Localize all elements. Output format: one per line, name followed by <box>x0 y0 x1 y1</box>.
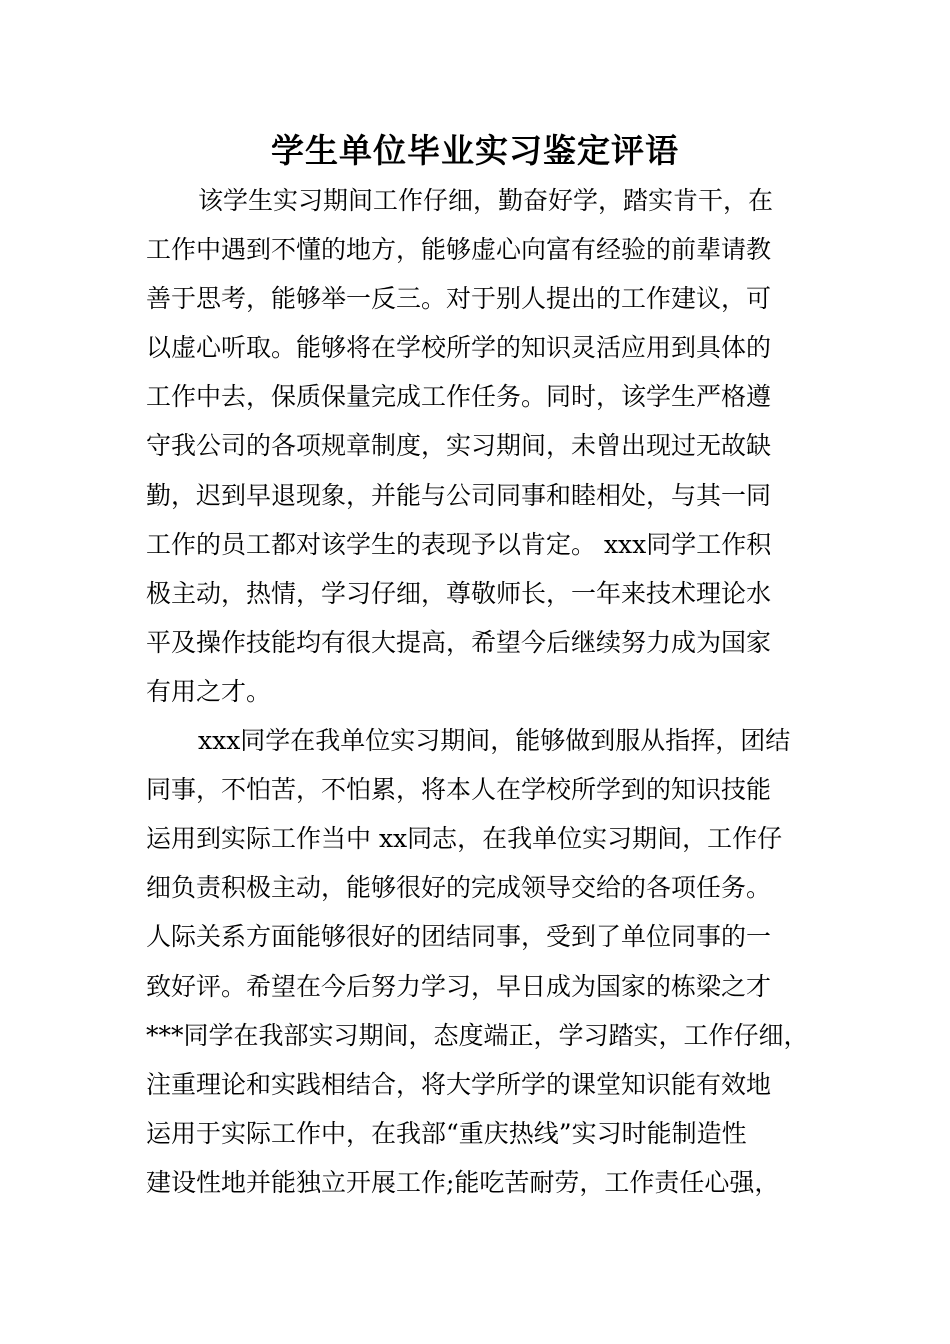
body-line: 注重理论和实践相结合，将大学所学的课堂知识能有效地 <box>146 1069 772 1099</box>
body-line: 极主动，热情，学习仔细，尊敬师长，一年来技术理论水 <box>146 578 772 608</box>
body-line: 运用于实际工作中，在我部“重庆热线”实习时能制造性 <box>146 1118 747 1148</box>
body-line: 善于思考，能够举一反三。对于别人提出的工作建议，可 <box>146 284 772 314</box>
body-line: 守我公司的各项规章制度，实习期间，未曾出现过无故缺 <box>146 431 772 461</box>
body-line: 建设性地并能独立开展工作;能吃苦耐劳，工作责任心强， <box>146 1167 780 1197</box>
body-line: 细负责积极主动，能够很好的完成领导交给的各项任务。 <box>146 873 772 903</box>
body-line: 以虚心听取。能够将在学校所学的知识灵活应用到具体的 <box>146 333 772 363</box>
body-line: 平及操作技能均有很大提高，希望今后继续努力成为国家 <box>146 627 772 657</box>
body-line: 运用到实际工作当中 xx同志，在我单位实习期间，工作仔 <box>146 824 783 854</box>
body-line: 致好评。希望在今后努力学习，早日成为国家的栋梁之才 <box>146 971 772 1001</box>
body-line: 工作中遇到不懂的地方，能够虚心向富有经验的前辈请教 <box>146 235 772 265</box>
body-line: 勤，迟到早退现象，并能与公司同事和睦相处，与其一同 <box>146 480 772 510</box>
body-line: 同事，不怕苦，不怕累，将本人在学校所学到的知识技能 <box>146 775 772 805</box>
document-body <box>146 176 836 1207</box>
body-line: 有用之才。 <box>146 676 272 706</box>
body-line: xxx同学在我单位实习期间，能够做到服从指挥，团结 <box>198 726 791 756</box>
body-line: 该学生实习期间工作仔细，勤奋好学，踏实肯干，在 <box>198 186 774 215</box>
body-line: 工作中去，保质保量完成工作任务。同时，该学生严格遵 <box>146 382 772 412</box>
body-line: ***同学在我部实习期间，态度端正，学习踏实，工作仔细， <box>146 1020 809 1050</box>
body-line: 工作的员工都对该学生的表现予以肯定。 xxx同学工作积 <box>146 529 772 559</box>
body-line: 人际关系方面能够很好的团结同事，受到了单位同事的一 <box>146 922 772 952</box>
document-title: 学生单位毕业实习鉴定评语 <box>271 131 679 170</box>
